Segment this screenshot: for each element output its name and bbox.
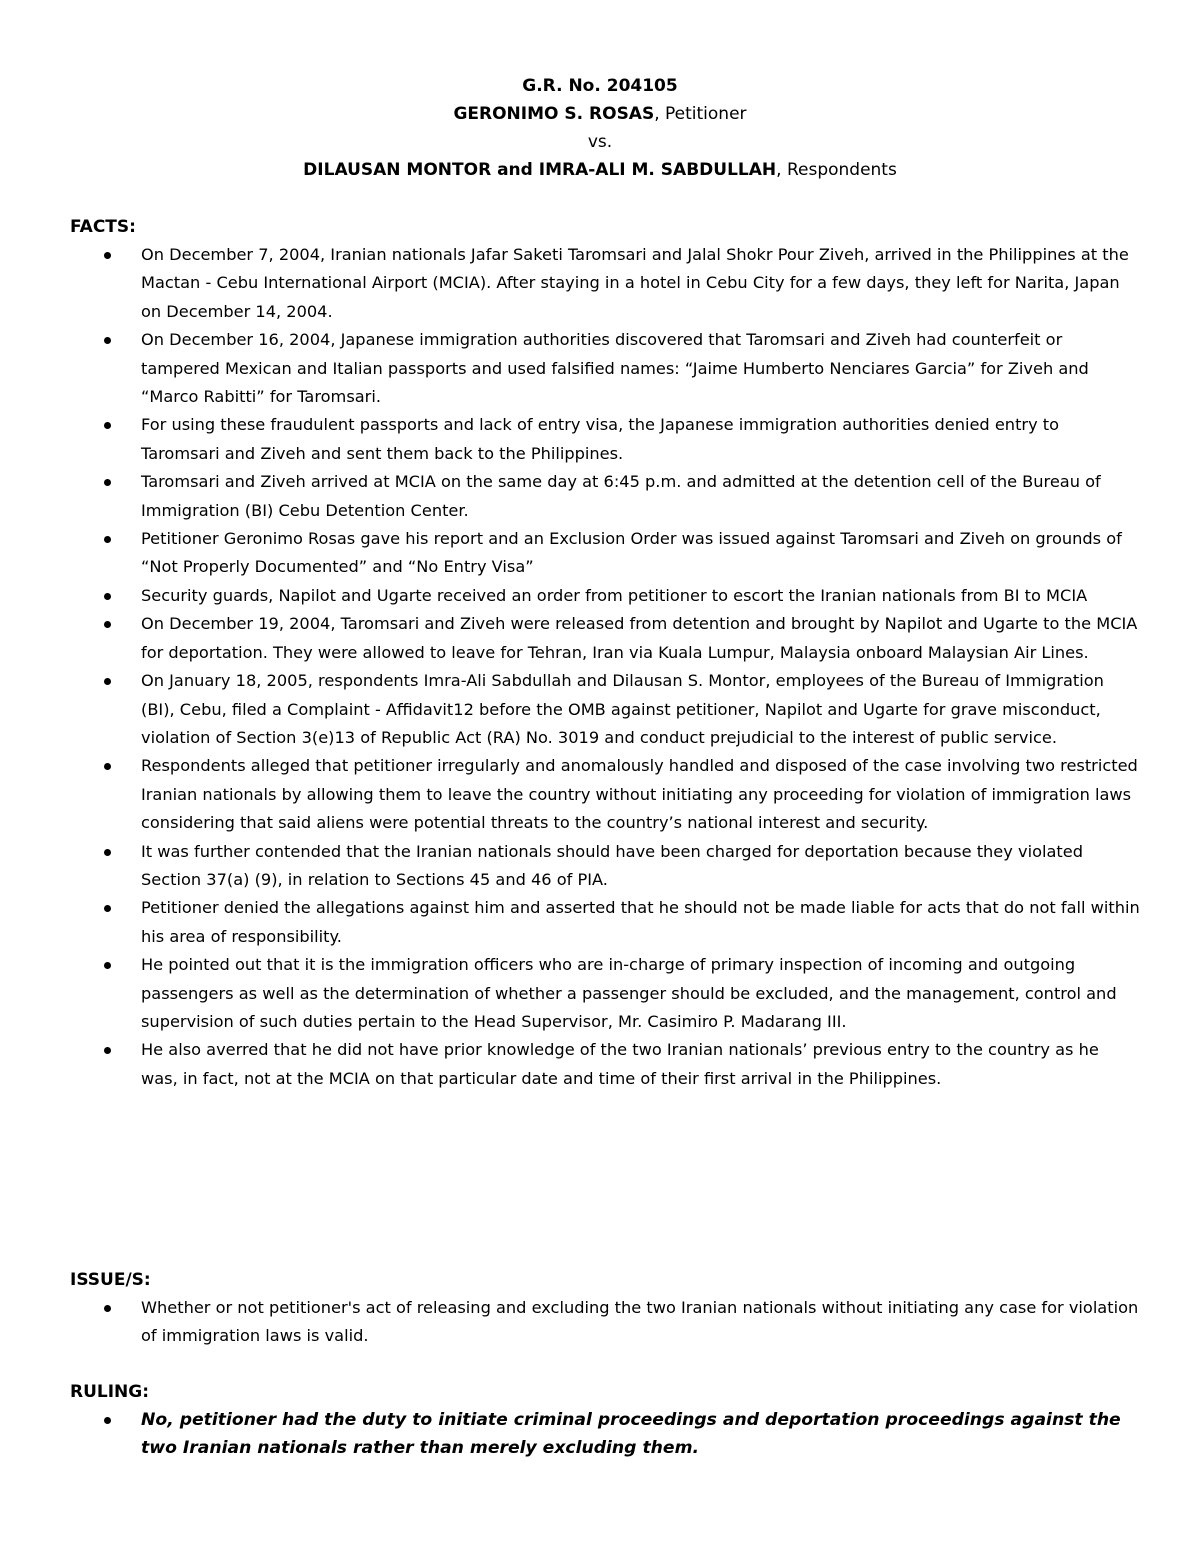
issue-text: Whether or not petitioner's act of releasing and excluding the two Iranian nationals without initiating any case for violation of immigration laws is valid. — [141, 1298, 1139, 1346]
bullet-icon — [104, 252, 111, 259]
fact-text: He also averred that he did not have prior knowledge of the two Iranian nationals’ previous entry to the country as he was, in fact, not at the MCIA on that particular date and time of their first arrival in the Philippines. — [141, 1040, 1099, 1088]
fact-text: On December 7, 2004, Iranian nationals Jafar Saketi Taromsari and Jalal Shokr Pour Ziveh, arrived in the Philippines at the Mactan - Cebu International Airport (MCIA). After staying in a hotel in Cebu City for a few days, they left for Narita, Japan on December 14, 2004. — [141, 245, 1129, 321]
fact-item — [70, 411, 1140, 468]
fact-item — [70, 894, 1140, 951]
bullet-icon — [104, 337, 111, 344]
fact-item — [70, 241, 1140, 326]
bullet-icon — [104, 479, 111, 486]
fact-text: Taromsari and Ziveh arrived at MCIA on the same day at 6:45 p.m. and admitted at the detention cell of the Bureau of Immigration (BI) Cebu Detention Center. — [141, 472, 1101, 520]
bullet-icon — [104, 1417, 111, 1424]
bullet-icon — [104, 1305, 111, 1312]
fact-item — [70, 525, 1140, 582]
fact-item — [70, 667, 1140, 752]
bullet-icon — [104, 1047, 111, 1054]
fact-text: For using these fraudulent passports and lack of entry visa, the Japanese immigration authorities denied entry to Taromsari and Ziveh and sent them back to the Philippines. — [141, 415, 1060, 463]
fact-item — [70, 610, 1140, 667]
fact-text: It was further contended that the Iranian nationals should have been charged for deportation because they violated Section 37(a) (9), in relation to Sections 45 and 46 of PIA. — [141, 841, 1083, 889]
ruling-section — [70, 1378, 1140, 1463]
fact-text: Petitioner Geronimo Rosas gave his report and an Exclusion Order was issued against Taromsari and Ziveh on grounds of “Not Properly Documented” and “No Entry Visa” — [141, 529, 1122, 577]
case-number: G.R. No. 204105 — [522, 76, 678, 96]
respondents-role: , Respondents — [776, 160, 897, 180]
fact-item — [70, 326, 1140, 411]
fact-item — [70, 752, 1140, 837]
fact-text: He pointed out that it is the immigration officers who are in-charge of primary inspection of incoming and outgoing passengers as well as the determination of whether a passenger should be excluded, and the management, control and supervision of such duties pertain to the Head Supervisor, Mr. Casimiro P. Madarang III. — [141, 955, 1117, 1031]
bullet-icon — [104, 621, 111, 628]
ruling-item — [70, 1406, 1140, 1463]
bullet-icon — [104, 962, 111, 969]
bullet-icon — [104, 536, 111, 543]
case-number-line — [0, 72, 1200, 100]
issue-item — [70, 1294, 1140, 1351]
bullet-icon — [104, 905, 111, 912]
facts-list — [70, 241, 1140, 1093]
fact-item — [70, 468, 1140, 525]
fact-item — [70, 1036, 1140, 1093]
fact-item — [70, 582, 1140, 610]
petitioner-role: , Petitioner — [654, 104, 747, 124]
bullet-icon — [104, 422, 111, 429]
issues-list — [70, 1294, 1140, 1351]
respondents-line — [0, 156, 1200, 184]
fact-text: On December 16, 2004, Japanese immigration authorities discovered that Taromsari and Ziveh had counterfeit or tampered Mexican and Italian passports and used falsified names: “Jaime Humberto Nenciares Garcia” for Ziveh and “Marco Rabitti” for Taromsari. — [141, 330, 1089, 407]
respondents-names: DILAUSAN MONTOR and IMRA-ALI M. SABDULLAH — [303, 160, 777, 180]
fact-text: Petitioner denied the allegations against him and asserted that he should not be made liable for acts that do not fall within his area of responsibility. — [141, 898, 1140, 946]
fact-item — [70, 838, 1140, 895]
fact-text: Respondents alleged that petitioner irregularly and anomalously handled and disposed of the case involving two restricted Iranian nationals by allowing them to leave the country without initiating any proceeding for violation of immigration laws considering that said aliens were potential threats to the country’s national interest and security. — [141, 756, 1138, 833]
petitioner-line — [0, 100, 1200, 128]
case-header — [0, 72, 1200, 184]
issues-section — [70, 1266, 1140, 1351]
ruling-list — [70, 1406, 1140, 1463]
facts-section — [70, 213, 1140, 1093]
versus-line: vs. — [587, 132, 613, 152]
ruling-text: No, petitioner had the duty to initiate criminal proceedings and deportation proceedings against the two Iranian nationals rather than merely excluding them. — [141, 1410, 1121, 1459]
ruling-heading: RULING: — [70, 1382, 150, 1402]
bullet-icon — [104, 849, 111, 856]
bullet-icon — [104, 678, 111, 685]
bullet-icon — [104, 763, 111, 770]
bullet-icon — [104, 593, 111, 600]
fact-text: On December 19, 2004, Taromsari and Ziveh were released from detention and brought by Napilot and Ugarte to the MCIA for deportation. They were allowed to leave for Tehran, Iran via Kuala Lumpur, Malaysia onboard Malaysian Air Lines. — [141, 614, 1138, 662]
issues-heading: ISSUE/S: — [70, 1270, 151, 1290]
facts-heading: FACTS: — [70, 217, 136, 237]
petitioner-name: GERONIMO S. ROSAS — [453, 104, 655, 124]
fact-text: Security guards, Napilot and Ugarte received an order from petitioner to escort the Iranian nationals from BI to MCIA — [141, 585, 1088, 605]
fact-text: On January 18, 2005, respondents Imra-Ali Sabdullah and Dilausan S. Montor, employees of the Bureau of Immigration (BI), Cebu, filed a Complaint - Affidavit12 before the OMB against petitioner, Napilot and Ugarte for grave misconduct, violation of Section 3(e)13 of Republic Act (RA) No. 3019 and conduct prejudicial to the interest of public service. — [141, 671, 1104, 747]
fact-item — [70, 951, 1140, 1036]
